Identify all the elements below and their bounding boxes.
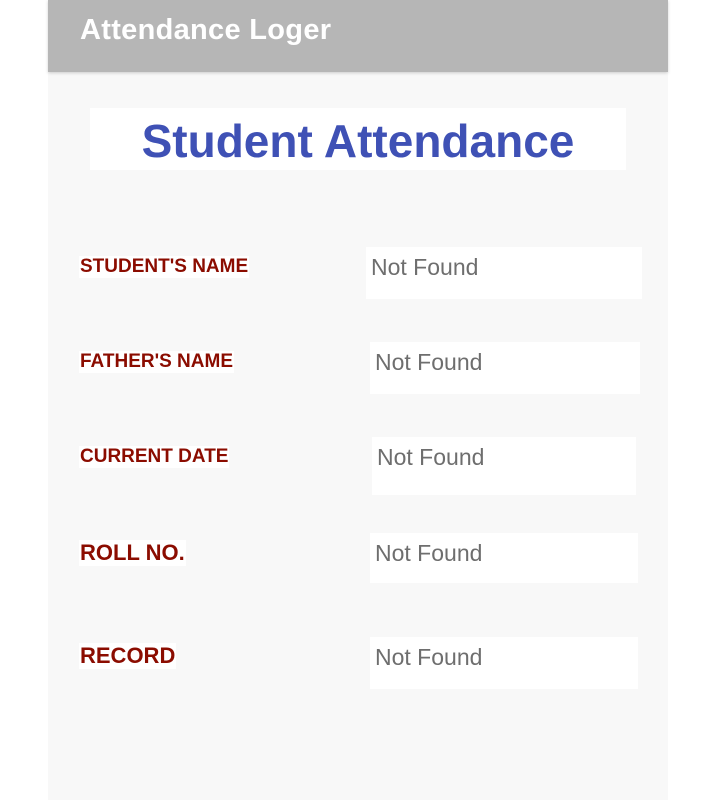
app-bar bbox=[48, 0, 668, 72]
app-title: Attendance Loger bbox=[80, 14, 332, 46]
record-label: RECORD bbox=[80, 643, 176, 668]
current-date-label: CURRENT DATE bbox=[80, 446, 229, 467]
current-date-field bbox=[372, 437, 636, 495]
roll-no-value: Not Found bbox=[375, 540, 483, 566]
father-name-field bbox=[370, 342, 640, 394]
student-name-label: STUDENT'S NAME bbox=[80, 256, 249, 277]
student-name-field bbox=[366, 247, 642, 299]
roll-no-label: ROLL NO. bbox=[80, 540, 185, 565]
roll-no-field bbox=[370, 533, 638, 583]
page-title-container bbox=[90, 108, 626, 170]
app-screen bbox=[48, 0, 668, 800]
record-field bbox=[370, 637, 638, 689]
student-name-value: Not Found bbox=[371, 254, 479, 280]
record-value: Not Found bbox=[375, 644, 483, 670]
page-title: Student Attendance bbox=[141, 115, 575, 167]
father-name-value: Not Found bbox=[375, 349, 483, 375]
father-name-label: FATHER'S NAME bbox=[80, 351, 234, 372]
current-date-value: Not Found bbox=[377, 444, 485, 470]
